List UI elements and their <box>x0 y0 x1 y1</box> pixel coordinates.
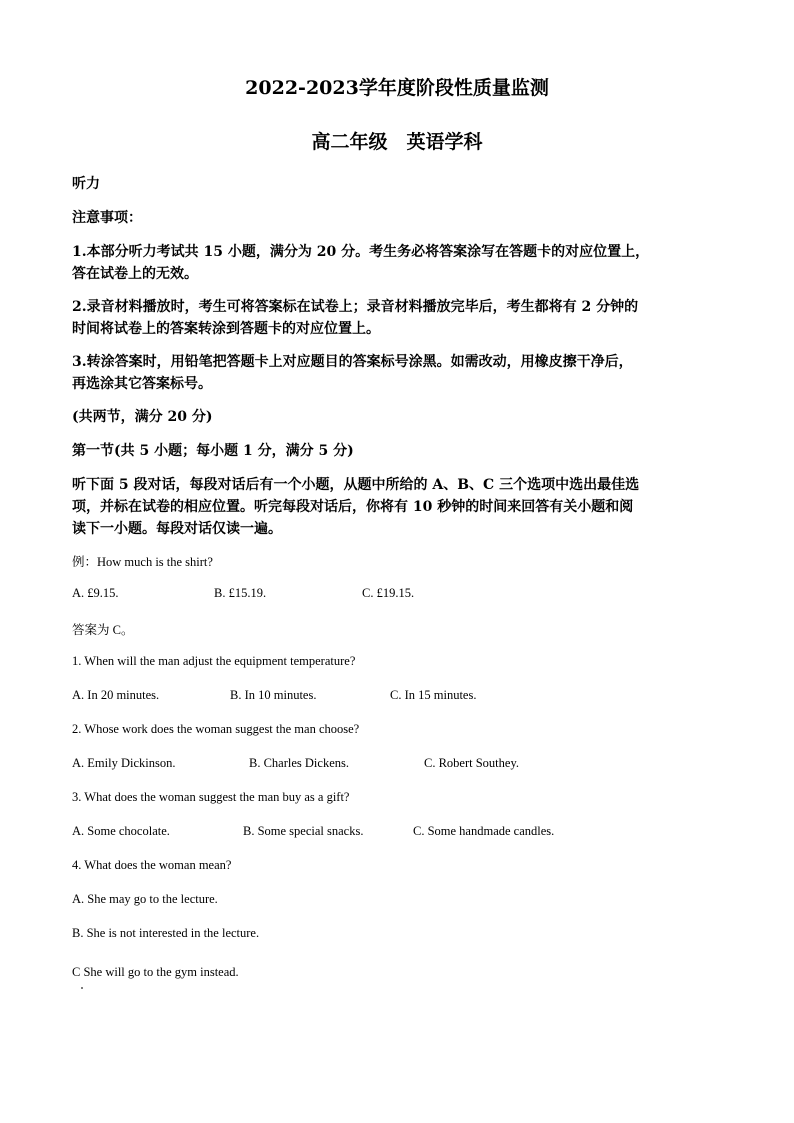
notice-2-line1: 2.录音材料播放时，考生可将答案标在试卷上；录音材料播放完毕后，考生都将有 2 分钟的 <box>72 299 639 315</box>
question-2-option-c: C. Robert Southey. <box>424 756 520 770</box>
question-3: 3. What does the woman suggest the man buy as a gift? <box>72 790 350 804</box>
question-4-option-b: B. She is not interested in the lecture. <box>72 926 260 940</box>
question-3-option-b: B. Some special snacks. <box>243 824 364 838</box>
question-4-option-c: C She will go to the gym instead. <box>72 965 239 979</box>
instructions-line3: 读下一小题。每段对话仅读一遍。 <box>72 521 282 537</box>
question-2-option-a: A. Emily Dickinson. <box>72 756 176 770</box>
example-option-b: B. £15.19. <box>214 586 267 600</box>
example-option-a: A. £9.15. <box>72 586 119 600</box>
stray-mark <box>81 987 83 989</box>
example-question: 例：How much is the shirt? <box>72 555 213 569</box>
question-1: 1. When will the man adjust the equipment temperature? <box>72 654 356 668</box>
notice-1-line2: 答在试卷上的无效。 <box>72 266 198 282</box>
question-1-option-b: B. In 10 minutes. <box>230 688 317 702</box>
question-1-option-c: C. In 15 minutes. <box>390 688 477 702</box>
question-3-option-c: C. Some handmade candles. <box>413 824 555 838</box>
question-2: 2. Whose work does the woman suggest the man choose? <box>72 722 360 736</box>
instructions-line2: 项，并标在试卷的相应位置。听完每段对话后，你将有 10 秒钟的时间来回答有关小题和阅 <box>72 499 634 515</box>
notice-3-line2: 再选涂其它答案标号。 <box>72 376 212 392</box>
question-4-option-a: A. She may go to the lecture. <box>72 892 218 906</box>
question-1-option-a: A. In 20 minutes. <box>72 688 160 702</box>
notice-heading: 注意事项： <box>72 210 142 226</box>
question-3-option-a: A. Some chocolate. <box>72 824 170 838</box>
notice-2-line2: 时间将试卷上的答案转涂到答题卡的对应位置上。 <box>72 321 380 337</box>
total-score: (共两节，满分 20 分) <box>72 409 213 425</box>
notice-3-line1: 3.转涂答案时，用铅笔把答题卡上对应题目的答案标号涂黑。如需改动，用橡皮擦干净后， <box>72 354 633 370</box>
instructions-line1: 听下面 5 段对话，每段对话后有一个小题，从题中所给的 A、B、C 三个选项中选出最佳选 <box>72 477 640 493</box>
question-2-option-b: B. Charles Dickens. <box>249 756 349 770</box>
example-option-c: C. £19.15. <box>362 586 415 600</box>
exam-subtitle: 高二年级 英语学科 <box>311 131 483 153</box>
notice-1-line1: 1.本部分听力考试共 15 小题，满分为 20 分。考生务必将答案涂写在答题卡的对应位置上， <box>72 244 650 260</box>
question-4: 4. What does the woman mean? <box>72 858 232 872</box>
example-answer: 答案为 C。 <box>72 623 134 637</box>
section-name: 听力 <box>72 176 100 192</box>
part-one-heading: 第一节(共 5 小题；每小题 1 分，满分 5 分) <box>72 443 354 459</box>
exam-title: 2022-2023学年度阶段性质量监测 <box>245 77 549 99</box>
